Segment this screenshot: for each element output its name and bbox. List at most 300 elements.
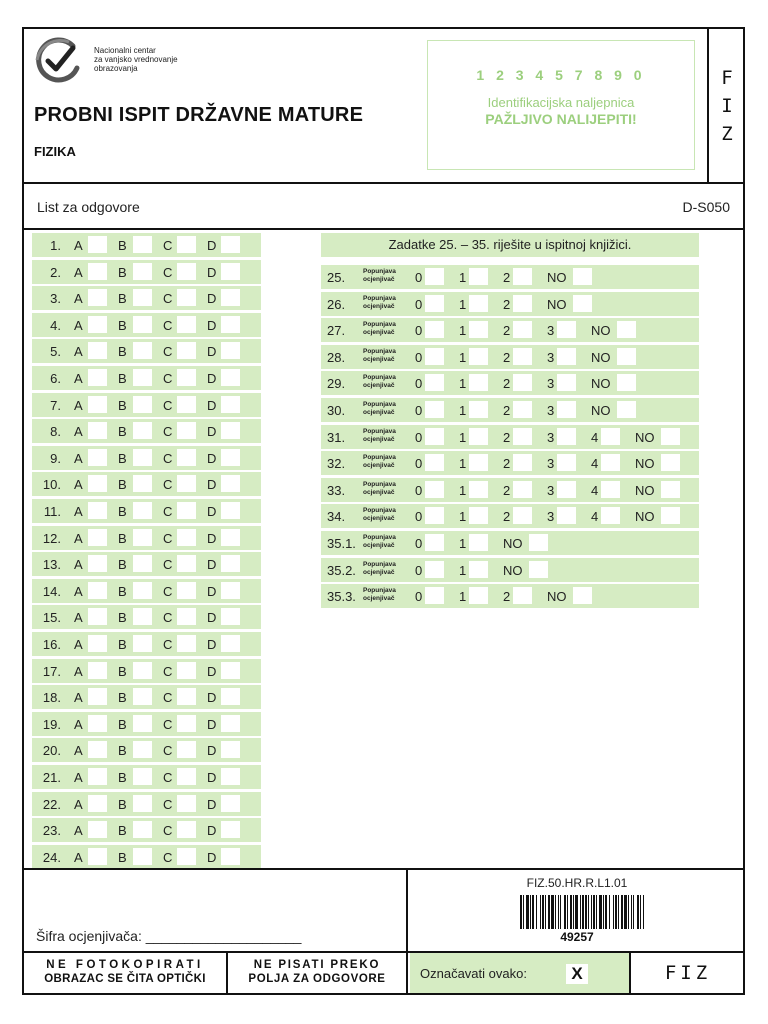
answer-box[interactable] xyxy=(221,635,240,652)
answer-box[interactable] xyxy=(133,475,152,492)
answer-box[interactable] xyxy=(221,316,240,333)
option-letter: B xyxy=(118,770,127,785)
mc-row xyxy=(32,393,261,417)
answer-box[interactable] xyxy=(221,848,240,865)
score-box[interactable] xyxy=(425,295,444,312)
score-label: NO xyxy=(635,456,655,472)
answer-box[interactable] xyxy=(221,236,240,253)
answer-box[interactable] xyxy=(133,316,152,333)
score-label: 0 xyxy=(415,376,423,392)
score-box[interactable] xyxy=(425,348,444,365)
footer-divider xyxy=(22,868,745,870)
score-box[interactable] xyxy=(513,428,532,445)
answer-box[interactable] xyxy=(133,582,152,599)
score-box[interactable] xyxy=(469,454,488,471)
option-letter: C xyxy=(163,557,173,573)
answer-box[interactable] xyxy=(177,768,196,785)
barcode-bar xyxy=(567,895,568,929)
score-label: 2 xyxy=(503,349,511,365)
answer-box[interactable] xyxy=(133,289,152,306)
header-divider xyxy=(22,182,745,184)
answer-box[interactable] xyxy=(177,342,196,359)
answer-box[interactable] xyxy=(177,848,196,865)
option-letter: A xyxy=(74,637,83,652)
grader-label-line: ocjenjivač xyxy=(363,568,395,576)
option-letter: C xyxy=(163,291,173,307)
score-box[interactable] xyxy=(425,561,444,578)
answer-box[interactable] xyxy=(133,369,152,386)
score-box[interactable] xyxy=(573,268,592,285)
no-writing-warning xyxy=(228,958,406,986)
answer-box[interactable] xyxy=(221,396,240,413)
question-number: 1. xyxy=(50,238,61,253)
score-box[interactable] xyxy=(513,268,532,285)
answer-box[interactable] xyxy=(88,795,107,812)
option-letter: B xyxy=(118,477,127,493)
score-label: 1 xyxy=(459,270,467,285)
answer-box[interactable] xyxy=(133,236,152,253)
question-number: 18. xyxy=(42,690,61,706)
score-box[interactable] xyxy=(469,321,488,338)
score-box[interactable] xyxy=(661,454,680,471)
answer-box[interactable] xyxy=(88,263,107,280)
score-box[interactable] xyxy=(513,348,532,365)
answer-box[interactable] xyxy=(133,741,152,758)
option-letter: B xyxy=(118,716,127,732)
score-box[interactable] xyxy=(469,268,488,285)
answer-box[interactable] xyxy=(177,795,196,812)
answer-box[interactable] xyxy=(221,263,240,280)
option-letter: A xyxy=(74,557,83,573)
score-label: NO xyxy=(503,536,523,551)
question-number: 35.2. xyxy=(327,562,356,578)
answer-box[interactable] xyxy=(133,263,152,280)
score-box[interactable] xyxy=(469,534,488,551)
open-question-row xyxy=(321,371,699,395)
answer-box[interactable] xyxy=(88,236,107,253)
grader-label-line: Popunjava xyxy=(363,534,396,541)
question-number: 3. xyxy=(50,291,61,307)
barcode-bar xyxy=(588,895,589,929)
score-label: NO xyxy=(635,482,655,498)
score-box[interactable] xyxy=(513,481,532,498)
option-letter: C xyxy=(163,583,173,599)
question-number: 11. xyxy=(43,504,61,519)
question-number: 24. xyxy=(42,849,61,865)
answer-box[interactable] xyxy=(88,316,107,333)
answer-box[interactable] xyxy=(177,396,196,413)
score-label: 1 xyxy=(459,482,467,498)
answer-box[interactable] xyxy=(177,289,196,306)
sticker-warning: PAŽLJIVO NALIJEPITI! xyxy=(485,111,637,127)
answer-box[interactable] xyxy=(133,555,152,572)
answer-box[interactable] xyxy=(88,555,107,572)
barcode-bar xyxy=(564,895,566,929)
score-label: NO xyxy=(503,562,523,578)
answer-box[interactable] xyxy=(221,475,240,492)
answer-box[interactable] xyxy=(88,688,107,705)
answer-box[interactable] xyxy=(88,768,107,785)
score-box[interactable] xyxy=(425,507,444,524)
answer-box[interactable] xyxy=(177,555,196,572)
option-letter: C xyxy=(163,770,173,785)
option-letter: D xyxy=(207,583,217,599)
score-box[interactable] xyxy=(425,428,444,445)
score-box[interactable] xyxy=(573,295,592,312)
question-number: 35.1. xyxy=(327,536,356,551)
answer-box[interactable] xyxy=(221,715,240,732)
answer-box[interactable] xyxy=(88,662,107,679)
score-box[interactable] xyxy=(469,587,488,604)
answer-box[interactable] xyxy=(133,715,152,732)
option-letter: D xyxy=(207,477,217,493)
sticker-numbers: 1 2 3 4 5 7 8 9 0 xyxy=(476,67,646,83)
barcode-bar xyxy=(548,895,550,929)
option-letter: D xyxy=(207,823,217,839)
mark-example-label: Označavati ovako: xyxy=(420,966,527,981)
barcode-bar xyxy=(605,895,607,929)
score-box[interactable] xyxy=(557,348,576,365)
grader-code-field: Šifra ocjenjivača: ____________________ xyxy=(36,928,302,944)
grader-label-line: ocjenjivač xyxy=(363,382,395,390)
answer-box[interactable] xyxy=(88,741,107,758)
score-box[interactable] xyxy=(601,454,620,471)
option-letter: B xyxy=(118,530,127,546)
score-label: 0 xyxy=(415,509,423,525)
grader-label-line: ocjenjivač xyxy=(363,515,395,523)
open-question-row xyxy=(321,292,699,316)
option-letter: B xyxy=(118,796,127,812)
score-box[interactable] xyxy=(513,454,532,471)
open-question-row xyxy=(321,478,699,502)
answer-box[interactable] xyxy=(221,608,240,625)
score-box[interactable] xyxy=(513,587,532,604)
answer-box[interactable] xyxy=(88,342,107,359)
answer-box[interactable] xyxy=(177,715,196,732)
answer-box[interactable] xyxy=(177,449,196,466)
option-letter: A xyxy=(74,849,83,865)
option-letter: C xyxy=(163,849,173,865)
sheet-divider xyxy=(22,228,745,230)
answer-box[interactable] xyxy=(221,289,240,306)
option-letter: D xyxy=(207,690,217,706)
barcode-bar xyxy=(603,895,604,929)
grader-label-line: ocjenjivač xyxy=(363,488,395,496)
score-box[interactable] xyxy=(557,428,576,445)
barcode-bar xyxy=(640,895,641,929)
barcode-bar xyxy=(621,895,623,929)
option-letter: C xyxy=(163,424,173,440)
barcode-bar xyxy=(643,895,644,929)
answer-box[interactable] xyxy=(177,582,196,599)
answer-box[interactable] xyxy=(88,715,107,732)
score-label: 1 xyxy=(459,509,467,525)
score-box[interactable] xyxy=(469,561,488,578)
answer-box[interactable] xyxy=(88,635,107,652)
answer-box[interactable] xyxy=(221,422,240,439)
score-box[interactable] xyxy=(425,534,444,551)
answer-box[interactable] xyxy=(177,475,196,492)
score-box[interactable] xyxy=(513,507,532,524)
mc-row xyxy=(32,685,261,709)
option-letter: B xyxy=(118,317,127,333)
barcode-bar xyxy=(628,895,629,929)
score-label: 3 xyxy=(547,482,555,498)
mc-row xyxy=(32,366,261,390)
mc-row xyxy=(32,446,261,470)
score-label: 0 xyxy=(415,323,423,339)
option-letter: C xyxy=(163,690,173,706)
mc-row xyxy=(32,712,261,736)
answer-box[interactable] xyxy=(177,236,196,253)
score-box[interactable] xyxy=(617,321,636,338)
answer-box[interactable] xyxy=(133,635,152,652)
warning-line: OBRAZAC SE ČITA OPTIČKI xyxy=(44,973,206,985)
answer-box[interactable] xyxy=(133,768,152,785)
answer-box[interactable] xyxy=(133,422,152,439)
score-label: 2 xyxy=(503,323,511,339)
mc-row xyxy=(32,472,261,496)
answer-box[interactable] xyxy=(177,608,196,625)
question-number: 2. xyxy=(50,264,61,280)
answer-box[interactable] xyxy=(221,555,240,572)
score-label: NO xyxy=(591,323,611,339)
score-box[interactable] xyxy=(469,481,488,498)
answer-box[interactable] xyxy=(221,688,240,705)
score-box[interactable] xyxy=(557,374,576,391)
answer-box[interactable] xyxy=(133,449,152,466)
score-box[interactable] xyxy=(617,348,636,365)
score-box[interactable] xyxy=(469,295,488,312)
open-question-row xyxy=(321,425,699,449)
score-box[interactable] xyxy=(425,481,444,498)
score-box[interactable] xyxy=(469,401,488,418)
answer-box[interactable] xyxy=(133,396,152,413)
score-label: 0 xyxy=(415,403,423,418)
option-letter: B xyxy=(118,397,127,413)
barcode-bar xyxy=(591,895,592,929)
score-box[interactable] xyxy=(513,401,532,418)
score-box[interactable] xyxy=(557,454,576,471)
score-box[interactable] xyxy=(513,295,532,312)
barcode-bar xyxy=(596,895,597,929)
score-box[interactable] xyxy=(617,374,636,391)
grader-label xyxy=(363,587,396,603)
question-number: 4. xyxy=(50,317,61,333)
score-box[interactable] xyxy=(425,401,444,418)
score-box[interactable] xyxy=(513,374,532,391)
score-box[interactable] xyxy=(425,587,444,604)
answer-box[interactable] xyxy=(88,289,107,306)
mc-row xyxy=(32,419,261,443)
barcode-bar xyxy=(637,895,639,929)
score-label: 2 xyxy=(503,403,511,418)
mc-row xyxy=(32,499,261,523)
barcode-bar xyxy=(580,895,581,929)
answer-box[interactable] xyxy=(88,529,107,546)
mc-row xyxy=(32,605,261,629)
answer-box[interactable] xyxy=(133,342,152,359)
open-question-row xyxy=(321,531,699,555)
answer-box[interactable] xyxy=(221,795,240,812)
score-box[interactable] xyxy=(661,481,680,498)
score-box[interactable] xyxy=(425,268,444,285)
grader-label xyxy=(363,480,396,497)
option-letter: C xyxy=(163,317,173,333)
answer-box[interactable] xyxy=(221,502,240,519)
score-label: 2 xyxy=(503,270,511,285)
question-number: 13. xyxy=(42,557,61,573)
barcode-bar xyxy=(613,895,614,929)
score-label: NO xyxy=(635,429,655,445)
answer-box[interactable] xyxy=(221,369,240,386)
answer-box[interactable] xyxy=(133,848,152,865)
score-box[interactable] xyxy=(573,587,592,604)
answer-box[interactable] xyxy=(177,316,196,333)
answer-box[interactable] xyxy=(221,662,240,679)
answer-box[interactable] xyxy=(133,795,152,812)
answer-box[interactable] xyxy=(177,369,196,386)
answer-box[interactable] xyxy=(221,342,240,359)
answer-box[interactable] xyxy=(221,529,240,546)
answer-box[interactable] xyxy=(177,662,196,679)
score-box[interactable] xyxy=(469,428,488,445)
score-label: 2 xyxy=(503,456,511,472)
answer-box[interactable] xyxy=(88,422,107,439)
question-number: 30. xyxy=(327,403,346,418)
answer-box[interactable] xyxy=(177,741,196,758)
grader-label-line: ocjenjivač xyxy=(363,462,395,470)
grader-label-line: Popunjava xyxy=(363,454,396,462)
mc-row xyxy=(32,632,261,656)
answer-box[interactable] xyxy=(177,688,196,705)
score-box[interactable] xyxy=(557,401,576,418)
barcode-bar xyxy=(573,895,574,929)
option-letter: D xyxy=(207,344,217,360)
option-letter: A xyxy=(74,477,83,493)
score-box[interactable] xyxy=(557,507,576,524)
answer-box[interactable] xyxy=(177,529,196,546)
option-letter: C xyxy=(163,450,173,466)
grader-label-line: Popunjava xyxy=(363,480,396,488)
answer-box[interactable] xyxy=(177,635,196,652)
score-box[interactable] xyxy=(529,534,548,551)
option-letter: C xyxy=(163,397,173,413)
mc-row xyxy=(32,339,261,363)
score-label: 1 xyxy=(459,429,467,445)
score-box[interactable] xyxy=(557,321,576,338)
answer-box[interactable] xyxy=(88,608,107,625)
barcode-bar xyxy=(599,895,602,929)
answer-box[interactable] xyxy=(177,422,196,439)
score-box[interactable] xyxy=(601,428,620,445)
score-box[interactable] xyxy=(661,507,680,524)
score-label: 3 xyxy=(547,509,555,525)
answer-box[interactable] xyxy=(221,449,240,466)
score-label: 1 xyxy=(459,349,467,365)
score-box[interactable] xyxy=(617,401,636,418)
answer-box[interactable] xyxy=(133,502,152,519)
answer-box[interactable] xyxy=(133,821,152,838)
option-letter: B xyxy=(118,371,127,386)
answer-box[interactable] xyxy=(133,688,152,705)
question-number: 9. xyxy=(50,450,61,466)
barcode-bar xyxy=(540,895,541,929)
score-box[interactable] xyxy=(425,374,444,391)
option-letter: C xyxy=(163,716,173,732)
question-number: 22. xyxy=(42,796,61,812)
score-box[interactable] xyxy=(529,561,548,578)
answer-box[interactable] xyxy=(177,502,196,519)
score-box[interactable] xyxy=(469,374,488,391)
answer-box[interactable] xyxy=(221,821,240,838)
grader-label-line: Popunjava xyxy=(363,374,396,382)
score-box[interactable] xyxy=(425,321,444,338)
option-letter: A xyxy=(74,663,83,679)
warning-line: NE PISATI PREKO xyxy=(253,959,381,971)
answer-box[interactable] xyxy=(88,502,107,519)
score-box[interactable] xyxy=(513,321,532,338)
option-letter: C xyxy=(163,637,173,652)
question-number: 32. xyxy=(327,456,346,472)
score-label: 0 xyxy=(415,270,423,285)
score-box[interactable] xyxy=(601,481,620,498)
answer-box[interactable] xyxy=(88,475,107,492)
question-number: 33. xyxy=(327,482,346,498)
score-label: NO xyxy=(591,376,611,392)
answer-box[interactable] xyxy=(133,529,152,546)
score-box[interactable] xyxy=(601,507,620,524)
grader-label-line: ocjenjivač xyxy=(363,355,395,363)
answer-box[interactable] xyxy=(88,369,107,386)
answer-box[interactable] xyxy=(133,608,152,625)
option-letter: D xyxy=(207,716,217,732)
answer-box[interactable] xyxy=(88,396,107,413)
score-box[interactable] xyxy=(469,507,488,524)
answer-box[interactable] xyxy=(221,582,240,599)
score-box[interactable] xyxy=(425,454,444,471)
answer-box[interactable] xyxy=(133,662,152,679)
answer-box[interactable] xyxy=(88,821,107,838)
answer-box[interactable] xyxy=(177,263,196,280)
grader-label xyxy=(363,294,396,311)
grader-label xyxy=(363,374,396,390)
warning-line: NE FOTOKOPIRATI xyxy=(46,959,204,971)
barcode-bar xyxy=(575,895,578,929)
score-box[interactable] xyxy=(557,481,576,498)
option-letter: B xyxy=(118,504,127,519)
answer-box[interactable] xyxy=(221,741,240,758)
mc-row xyxy=(32,765,261,789)
answer-box[interactable] xyxy=(221,768,240,785)
answer-box[interactable] xyxy=(88,848,107,865)
mc-row xyxy=(32,792,261,816)
score-box[interactable] xyxy=(661,428,680,445)
open-question-row xyxy=(321,398,699,422)
option-letter: A xyxy=(74,371,83,386)
option-letter: C xyxy=(163,504,173,519)
grader-label-line: ocjenjivač xyxy=(363,435,395,443)
score-box[interactable] xyxy=(469,348,488,365)
barcode-bar xyxy=(585,895,587,929)
option-letter: D xyxy=(207,849,217,865)
answer-box[interactable] xyxy=(88,449,107,466)
barcode-bar xyxy=(526,895,529,929)
answer-box[interactable] xyxy=(88,582,107,599)
answer-box[interactable] xyxy=(177,821,196,838)
option-letter: C xyxy=(163,823,173,839)
barcode-bar xyxy=(609,895,610,929)
